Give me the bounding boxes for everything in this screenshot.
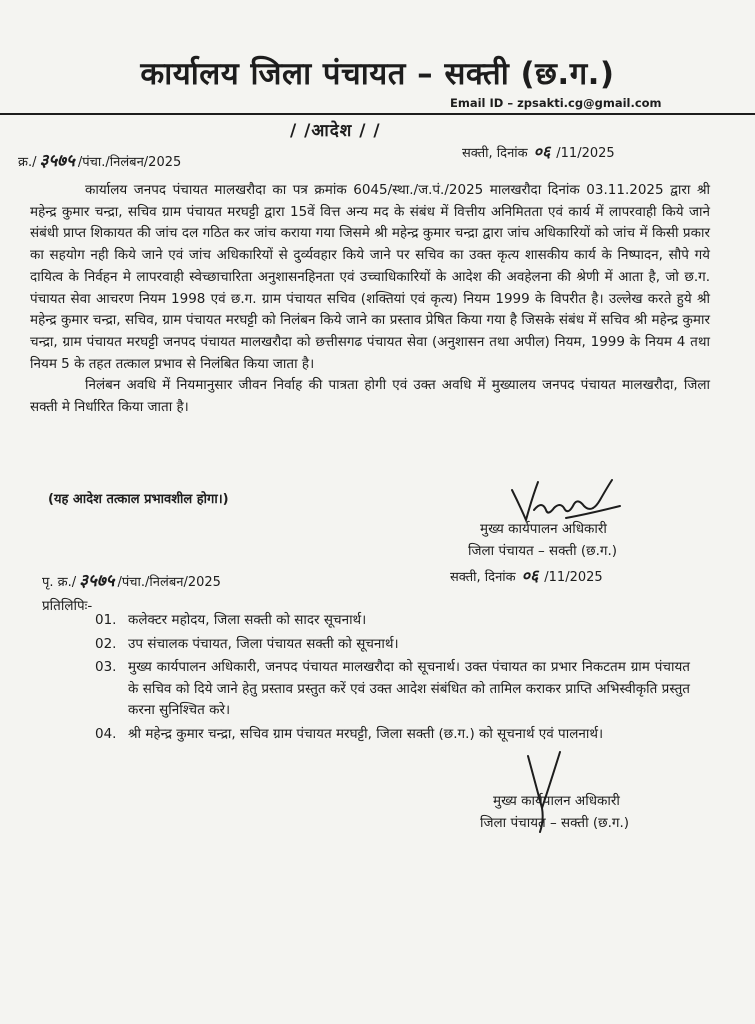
endorsement-reference [42, 568, 221, 591]
order-heading: / /आदेश / / [290, 121, 381, 141]
signatory-1-office: जिला पंचायत – सक्ती (छ.ग.) [468, 543, 618, 559]
ref-suffix: /पंचा./निलंबन/2025 [77, 155, 182, 170]
ref-number: ३५७५ [39, 151, 75, 171]
effective-note: (यह आदेश तत्काल प्रभावशील होगा।) [48, 492, 229, 507]
endorsement-ref-prefix: पृ. क्र./ [42, 575, 77, 590]
order-paragraph-2: निलंबन अवधि में नियमानुसार जीवन निर्वाह की पात्रता होगी एवं उक्त अवधि में मुख्यालय जनपद पंचायत मालखरौदा, जिला सक्ती मे निर्धारित किया जाता है। [30, 377, 710, 416]
order-body [30, 180, 710, 419]
office-title: कार्यालय जिला पंचायत – सक्ती (छ.ग.) [140, 56, 615, 92]
copy-item [95, 610, 690, 632]
copy-item-text: मुख्य कार्यपालन अधिकारी, जनपद पंचायत मालखरौदा को सूचनार्थ। उक्त पंचायत का प्रभार निकटतम ग्राम पंचायत के सचिव को दिये जाने हेतु प्रस्ताव प्रस्तुत करें एवं उक्त आदेश संबंधित को तामिल कराकर प्राप्ति अभिस्वीकृति प्रस्तुत करना सुनिश्चित करे। [128, 659, 690, 718]
copy-item-number: 02. [95, 635, 117, 652]
copy-item-number: 04. [95, 725, 117, 742]
date-day: ०६ [533, 142, 551, 161]
copy-item-number: 03. [95, 659, 117, 675]
copy-item [95, 657, 690, 722]
signatory-1-designation: मुख्य कार्यपालन अधिकारी [480, 521, 607, 537]
copy-item-text: उप संचालक पंचायत, जिला पंचायत सक्ती को सूचनार्थ। [128, 635, 399, 652]
copy-label: प्रतिलिपिः- [42, 598, 93, 614]
copy-item-text: कलेक्टर महोदय, जिला सक्ती को सादर सूचनार्थ। [128, 612, 367, 628]
endorsement-date-prefix: सक्ती, दिनांक [450, 570, 516, 585]
order-reference [18, 148, 181, 171]
endorsement-ref-number: ३५७५ [79, 571, 115, 591]
endorsement-date-suffix: /11/2025 [544, 570, 603, 585]
order-paragraph-1: कार्यालय जनपद पंचायत मालखरौदा का पत्र क्रमांक 6045/स्था./ज.पं./2025 मालखरौदा दिनांक 03.11.2025 द्वारा श्री महेन्द्र कुमार चन्द्रा, सचिव ग्राम पंचायत मरघट्टी द्वारा 15वें वित्त अन्य मद के संबंध में वित्तीय अनिमितता एवं कार्य में लापरवाही किये जाने संबंधी प्राप्त शिकायत की जांच दल गठित कर जांच कराया गया जिसमे श्री महेन्द्र कुमार चन्द्रा द्वारा जांच अधिकारियों को जांच में किसी प्रकार का सहयोग नही किये जाने एवं जांच अधिकारियों से दुर्व्यवहार किये जाने पर सचिव का उक्त कृत्य शासकीय कार्य के निष्पादन, सौपे गये दायित्व के निर्वहन मे लापरवाही स्वेच्छाचारिता अनुशासनहिनता एवं उच्चाधिकारियों के आदेश की अवहेलना की श्रेणी में आता है, जो छ.ग. पंचायत सेवा आचरण नियम 1998 एवं छ.ग. ग्राम पंचायत सचिव (शक्तियां एवं कृत्य) नियम 1999 के विपरीत है। उल्लेख करते हुये श्री महेन्द्र कुमार चन्द्रा, सचिव, ग्राम पंचायत मरघट्टी को निलंबन किये जाने का प्रस्ताव प्रेषित किया गया है जिसके संबंध में सचिव श्री महेन्द्र कुमार चन्द्रा, ग्राम पंचायत मरघट्टी जनपद पंचायत मालखरौदा को छत्तीसगढ पंचायत सेवा (अनुशासन तथा अपील) नियम, 1999 के नियम 4 तथा नियम 5 के तहत तत्काल प्रभाव से निलंबित किया जाता है। [30, 182, 710, 372]
signatory-2-designation: मुख्य कार्यपालन अधिकारी [493, 793, 620, 809]
endorsement-ref-suffix: /पंचा./निलंबन/2025 [117, 575, 221, 590]
copy-item [95, 634, 690, 656]
order-date [462, 140, 615, 162]
copy-item-text: श्री महेन्द्र कुमार चन्द्रा, सचिव ग्राम पंचायत मरघट्टी, जिला सक्ती (छ.ग.) को सूचनार्थ एवं पालनार्थ। [128, 725, 604, 742]
signatory-2-office: जिला पंचायत – सक्ती (छ.ग.) [480, 815, 630, 831]
ref-prefix: क्र./ [18, 155, 37, 170]
date-prefix: सक्ती, दिनांक [462, 146, 528, 161]
email-id: Email ID – zpsakti.cg@gmail.com [450, 96, 662, 110]
copy-item-number: 01. [95, 612, 117, 628]
copy-item [95, 724, 690, 746]
header-divider [0, 113, 755, 115]
copy-list [95, 610, 690, 747]
endorsement-date-day: ०६ [521, 566, 539, 585]
date-suffix: /11/2025 [556, 146, 615, 161]
endorsement-date [450, 564, 603, 586]
